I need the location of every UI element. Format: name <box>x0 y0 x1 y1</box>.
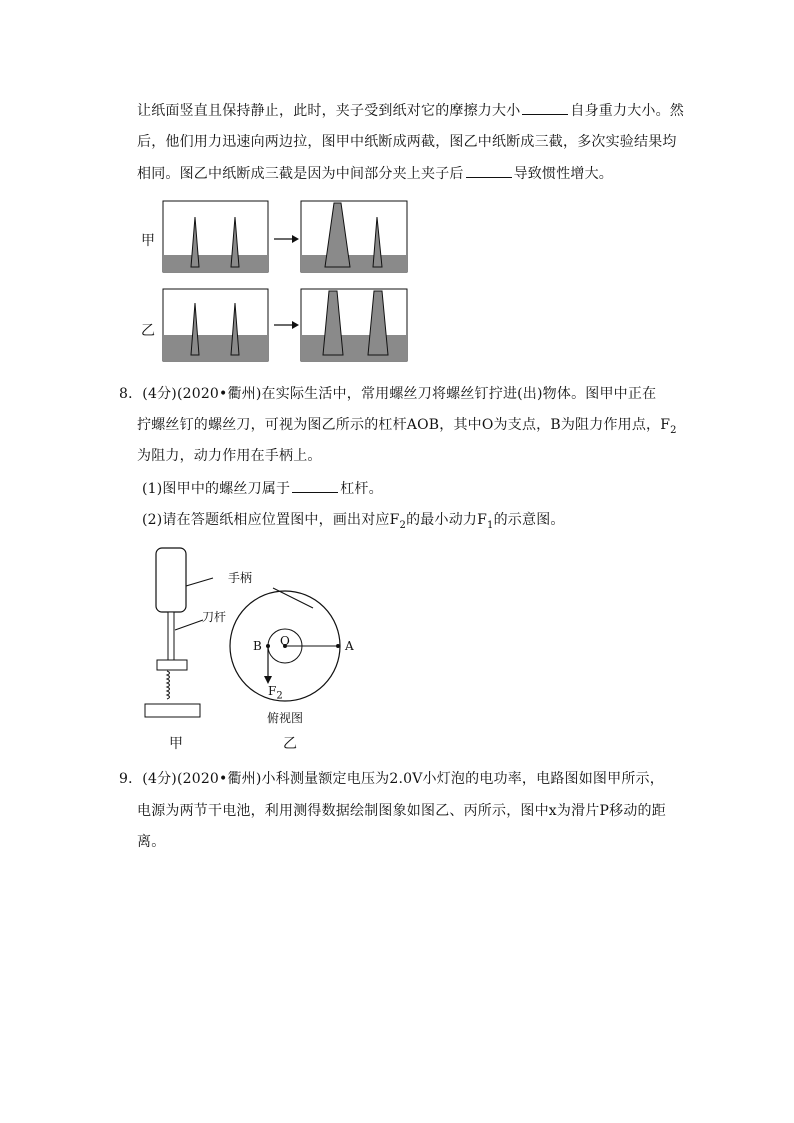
arrow-head <box>292 235 299 243</box>
force-label <box>268 683 283 702</box>
q7-line-2: 后，他们用力迅速向两边拉，图甲中纸断成两截，图乙中纸断成三截，多次实验结果均 <box>137 134 677 150</box>
paper-band <box>163 255 268 272</box>
subscript: 2 <box>276 690 283 702</box>
q8-line-1: 8．(4分)(2020•衢州)在实际生活中，常用螺丝刀将螺丝钉拧进(出)物体。图甲中正在 <box>119 386 657 402</box>
spring <box>167 671 170 699</box>
subscript: 2 <box>399 519 407 531</box>
q8-text: 拧螺丝钉的螺丝刀，可视为图乙所示的杠杆AOB，其中O为支点，B为阻力作用点，F <box>137 417 671 433</box>
handle-label: 手柄 <box>228 571 253 585</box>
paper-band <box>301 255 407 272</box>
q7-text: 让纸面竖直且保持静止，此时，夹子受到纸对它的摩擦力大小 <box>137 103 521 119</box>
q9-line-2: 电源为两节干电池，利用测得数据绘制图象如图乙、丙所示，图中x为滑片P移动的距 <box>137 803 666 819</box>
q8-text: 的示意图。 <box>493 512 565 528</box>
subscript: 1 <box>487 519 494 531</box>
screwdriver-figure <box>135 540 375 720</box>
q9-line-3: 离。 <box>137 834 166 850</box>
shaft-leader <box>175 620 203 630</box>
q8-text: 杠杆。 <box>340 481 383 497</box>
q7-text: 相同。图乙中纸断成三截是因为中间部分夹上夹子后 <box>137 166 464 182</box>
handle-shape <box>156 548 186 612</box>
screw-head <box>157 660 187 670</box>
handle-leader <box>186 578 213 586</box>
q7-text: 导致惯性增大。 <box>513 166 614 182</box>
shaft-label: 刀杆 <box>202 610 227 624</box>
point-a-dot <box>336 644 340 648</box>
screwdriver-drawing <box>145 548 213 717</box>
q8-line-2 <box>137 415 677 435</box>
arrow-head <box>292 321 299 329</box>
figure-label-a: 甲 <box>141 233 155 249</box>
figure-row-a <box>163 201 407 272</box>
q8-text: (1)图甲中的螺丝刀属于 <box>142 481 291 497</box>
q7-line-1 <box>137 100 684 121</box>
paper-tearing-figure <box>135 195 415 365</box>
figure-label-b: 乙 <box>141 323 155 339</box>
figure-row-b <box>163 289 407 361</box>
answer-blank[interactable] <box>522 100 568 115</box>
answer-blank[interactable] <box>466 163 512 178</box>
base-block <box>145 704 200 717</box>
answer-blank[interactable] <box>292 478 338 493</box>
force-letter: F <box>268 684 277 698</box>
subscript: 2 <box>670 424 677 436</box>
figure-caption-b: 乙 <box>283 736 297 752</box>
q8-sub-question-1 <box>142 478 383 499</box>
q9-line-1: 9．(4分)(2020•衢州)小科测量额定电压为2.0V小灯泡的电功率，电路图如图甲所示， <box>119 771 664 787</box>
q7-text: 自身重力大小。然 <box>570 103 685 119</box>
paper-band <box>163 335 268 361</box>
q8-line-3: 为阻力，动力作用在手柄上。 <box>137 448 322 464</box>
point-o-label: O <box>280 634 290 648</box>
figure-caption-a: 甲 <box>169 736 183 752</box>
q8-text: 的最小动力F <box>406 512 488 528</box>
q7-line-3 <box>137 163 613 184</box>
paper-band <box>301 335 407 361</box>
point-b-label: B <box>253 639 262 653</box>
top-view-label: 俯视图 <box>267 711 304 725</box>
point-a-label: A <box>345 639 354 653</box>
q8-sub-question-2 <box>142 510 565 530</box>
shaft-shape <box>168 612 174 660</box>
q8-text: (2)请在答题纸相应位置图中，画出对应F <box>142 512 400 528</box>
